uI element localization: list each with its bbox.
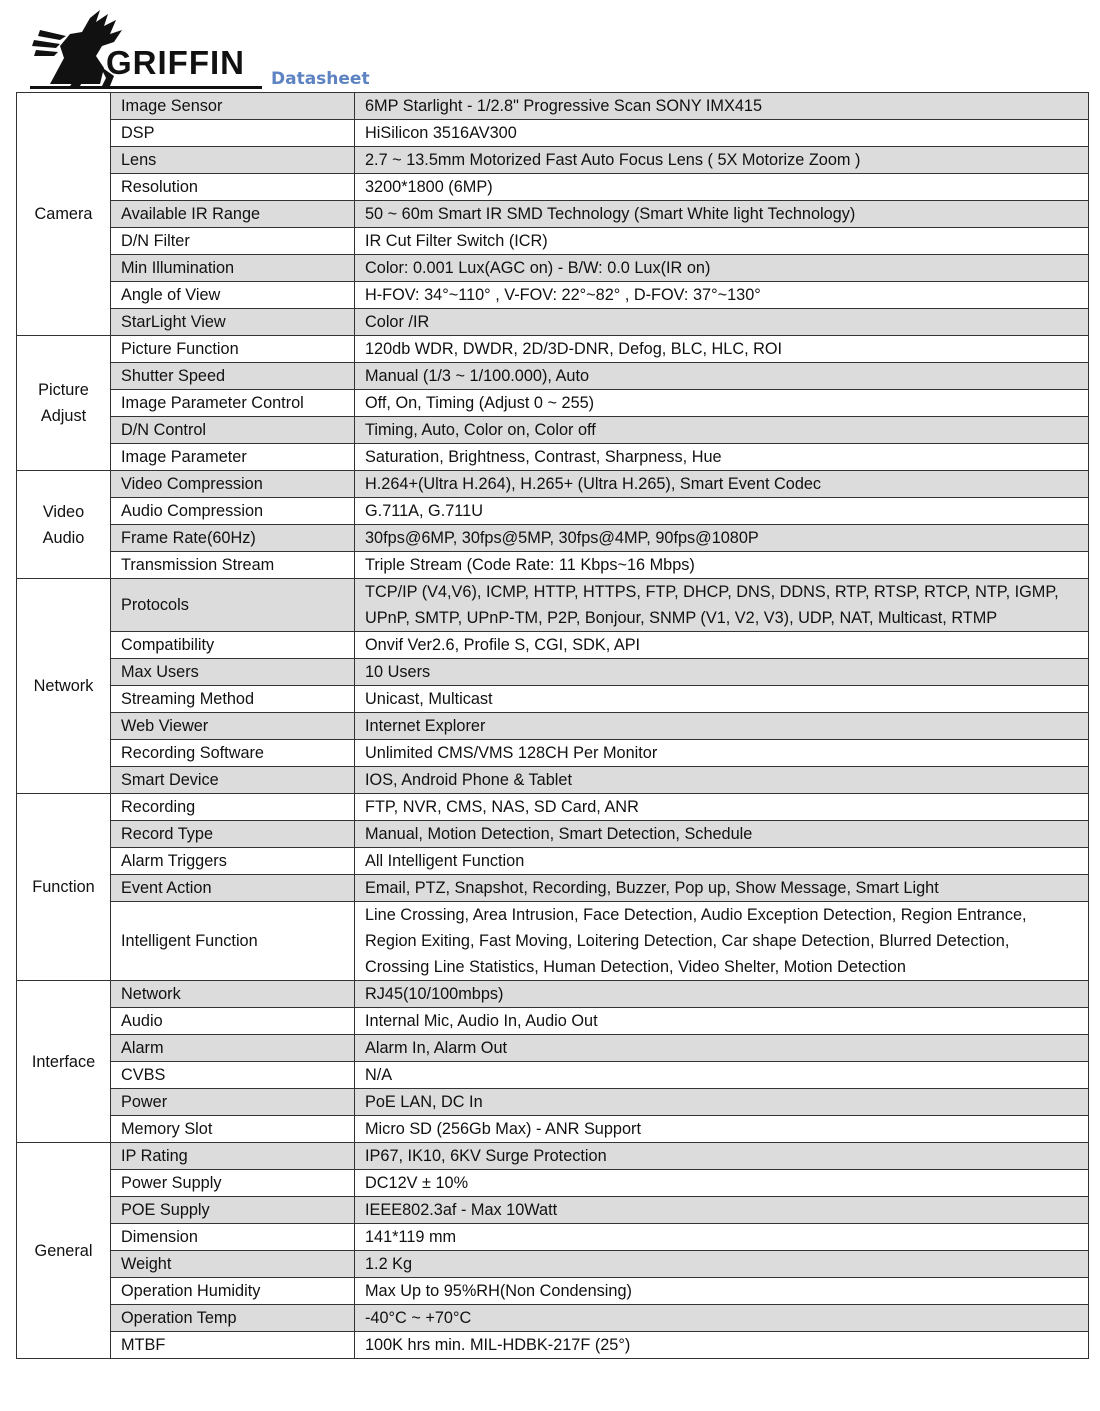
spec-value-line: N/A — [365, 1066, 393, 1084]
spec-value — [355, 1089, 1089, 1116]
spec-value-line: Unicast, Multicast — [365, 690, 493, 708]
table-row — [17, 390, 1089, 417]
spec-label: POE Supply — [111, 1197, 355, 1224]
category-label: Picture — [38, 381, 89, 399]
category-cell — [17, 981, 111, 1143]
table-row — [17, 282, 1089, 309]
spec-label: Image Parameter — [111, 444, 355, 471]
spec-label: Alarm Triggers — [111, 848, 355, 875]
table-row — [17, 767, 1089, 794]
spec-value — [355, 1116, 1089, 1143]
category-cell — [17, 93, 111, 336]
category-label: Function — [32, 878, 95, 896]
spec-value-line: 141*119 mm — [365, 1228, 457, 1246]
spec-label: D/N Control — [111, 417, 355, 444]
table-row — [17, 1251, 1089, 1278]
spec-table — [16, 92, 1089, 1359]
table-row — [17, 1170, 1089, 1197]
spec-value-line: IR Cut Filter Switch (ICR) — [365, 232, 548, 250]
table-row — [17, 309, 1089, 336]
spec-label: DSP — [111, 120, 355, 147]
spec-label: Power Supply — [111, 1170, 355, 1197]
spec-value-line: IEEE802.3af - Max 10Watt — [365, 1201, 558, 1219]
category-label: Interface — [31, 1052, 96, 1071]
table-row — [17, 740, 1089, 767]
spec-label: Record Type — [111, 821, 355, 848]
spec-value — [355, 1251, 1089, 1278]
spec-value — [355, 390, 1089, 417]
category-label: Video — [42, 502, 85, 521]
spec-value — [355, 1035, 1089, 1062]
table-row — [17, 579, 1089, 632]
spec-value — [355, 471, 1089, 498]
spec-value — [355, 444, 1089, 471]
table-row — [17, 981, 1089, 1008]
category-cell — [17, 1143, 111, 1359]
spec-value-line: Timing, Auto, Color on, Color off — [365, 421, 596, 439]
spec-value-line: Manual, Motion Detection, Smart Detection, Schedule — [365, 825, 753, 843]
spec-value-line: 100K hrs min. MIL-HDBK-217F (25°) — [365, 1336, 631, 1354]
spec-value — [355, 417, 1089, 444]
spec-value-line: -40°C ~ +70°C — [365, 1309, 472, 1327]
spec-value — [355, 686, 1089, 713]
table-row — [17, 228, 1089, 255]
spec-value — [355, 525, 1089, 552]
spec-value — [355, 228, 1089, 255]
category-cell — [17, 471, 111, 579]
spec-value-line: 10 Users — [365, 663, 431, 681]
spec-value-line: Crossing Line Statistics, Human Detection, Video Shelter, Motion Detection — [365, 958, 906, 976]
table-row — [17, 875, 1089, 902]
spec-value-line: TCP/IP (V4,V6), ICMP, HTTP, HTTPS, FTP, DHCP, DNS, DDNS, RTP, RTSP, RTCP, NTP, IGMP, — [365, 583, 1059, 601]
spec-value-line: 50 ~ 60m Smart IR SMD Technology (Smart White light Technology) — [365, 205, 856, 223]
spec-value-line: IOS, Android Phone & Tablet — [365, 771, 572, 789]
spec-label: Angle of View — [111, 282, 355, 309]
spec-label: Protocols — [111, 579, 355, 632]
spec-label: Shutter Speed — [111, 363, 355, 390]
spec-value — [355, 902, 1089, 981]
spec-label: Image Sensor — [111, 93, 355, 120]
spec-value-line: Micro SD (256Gb Max) - ANR Support — [365, 1120, 641, 1138]
table-row — [17, 147, 1089, 174]
table-row — [17, 1332, 1089, 1359]
table-row — [17, 444, 1089, 471]
table-row — [17, 1035, 1089, 1062]
category-label: Audio — [42, 528, 85, 547]
spec-label: Power — [111, 1089, 355, 1116]
spec-value — [355, 981, 1089, 1008]
spec-value-line: All Intelligent Function — [365, 852, 525, 870]
spec-value-line: Onvif Ver2.6, Profile S, CGI, SDK, API — [365, 636, 641, 654]
spec-value-line: H.264+(Ultra H.264), H.265+ (Ultra H.265), Smart Event Codec — [365, 475, 822, 493]
table-row — [17, 1197, 1089, 1224]
spec-label: Web Viewer — [111, 713, 355, 740]
spec-value — [355, 848, 1089, 875]
table-row — [17, 552, 1089, 579]
spec-value — [355, 498, 1089, 525]
table-row — [17, 525, 1089, 552]
spec-value — [355, 579, 1089, 632]
spec-label: Smart Device — [111, 767, 355, 794]
spec-value-line: DC12V ± 10% — [365, 1174, 469, 1192]
spec-value-line: Alarm In, Alarm Out — [365, 1039, 508, 1057]
spec-value — [355, 659, 1089, 686]
spec-label: Video Compression — [111, 471, 355, 498]
spec-label: Recording — [111, 794, 355, 821]
category-label: General — [34, 1241, 93, 1260]
spec-label: Lens — [111, 147, 355, 174]
spec-label: D/N Filter — [111, 228, 355, 255]
spec-label: IP Rating — [111, 1143, 355, 1170]
spec-value — [355, 1197, 1089, 1224]
spec-label: CVBS — [111, 1062, 355, 1089]
spec-value-line: Max Up to 95%RH(Non Condensing) — [365, 1282, 632, 1300]
spec-value-line: 120db WDR, DWDR, 2D/3D-DNR, Defog, BLC, HLC, ROI — [365, 340, 783, 358]
spec-value — [355, 1278, 1089, 1305]
table-row — [17, 1062, 1089, 1089]
table-row — [17, 659, 1089, 686]
spec-value-line: Color: 0.001 Lux(AGC on) - B/W: 0.0 Lux(IR on) — [365, 259, 711, 277]
table-row — [17, 417, 1089, 444]
spec-value — [355, 1224, 1089, 1251]
spec-value-line: FTP, NVR, CMS, NAS, SD Card, ANR — [365, 798, 639, 816]
category-cell — [17, 579, 111, 794]
spec-value-line: G.711A, G.711U — [365, 502, 483, 520]
table-row — [17, 1278, 1089, 1305]
spec-label: Picture Function — [111, 336, 355, 363]
spec-value-line: RJ45(10/100mbps) — [365, 985, 504, 1003]
spec-value-line: Manual (1/3 ~ 1/100.000), Auto — [365, 367, 590, 385]
spec-value-line: 1.2 Kg — [365, 1255, 413, 1273]
spec-value — [355, 1170, 1089, 1197]
category-label: Camera — [34, 205, 93, 223]
spec-value — [355, 821, 1089, 848]
spec-label: Frame Rate(60Hz) — [111, 525, 355, 552]
spec-label: Image Parameter Control — [111, 390, 355, 417]
spec-value-line: Line Crossing, Area Intrusion, Face Detection, Audio Exception Detection, Region Entrance, — [365, 906, 1027, 924]
spec-value-line: H-FOV: 34°~110° , V-FOV: 22°~82° , D-FOV: 37°~130° — [365, 286, 761, 304]
category-cell — [17, 794, 111, 981]
spec-label: Min Illumination — [111, 255, 355, 282]
spec-value-line: UPnP, SMTP, UPnP-TM, P2P, Bonjour, SNMP (V1, V2, V3), UDP, NAT, Multicast, RTMP — [365, 609, 998, 627]
spec-label: Event Action — [111, 875, 355, 902]
spec-value-line: Unlimited CMS/VMS 128CH Per Monitor — [365, 744, 658, 762]
table-row — [17, 498, 1089, 525]
table-row — [17, 713, 1089, 740]
table-row — [17, 902, 1089, 981]
spec-value-line: 6MP Starlight - 1/2.8" Progressive Scan SONY IMX415 — [365, 97, 763, 115]
category-label: Adjust — [40, 407, 87, 425]
table-row — [17, 201, 1089, 228]
spec-value — [355, 1332, 1089, 1359]
spec-value — [355, 794, 1089, 821]
spec-value-line: Internal Mic, Audio In, Audio Out — [365, 1012, 598, 1030]
table-row — [17, 255, 1089, 282]
spec-value — [355, 255, 1089, 282]
spec-value-line: Email, PTZ, Snapshot, Recording, Buzzer, Pop up, Show Message, Smart Light — [365, 879, 939, 897]
table-row — [17, 363, 1089, 390]
spec-value — [355, 632, 1089, 659]
spec-value-line: Triple Stream (Code Rate: 11 Kbps~16 Mbps) — [365, 556, 695, 574]
spec-value — [355, 552, 1089, 579]
category-label: Network — [33, 677, 94, 695]
spec-value — [355, 201, 1089, 228]
spec-label: Operation Humidity — [111, 1278, 355, 1305]
spec-value — [355, 174, 1089, 201]
table-row — [17, 632, 1089, 659]
spec-label: Transmission Stream — [111, 552, 355, 579]
table-row — [17, 93, 1089, 120]
table-row — [17, 1008, 1089, 1035]
spec-value — [355, 363, 1089, 390]
page-header — [0, 0, 1100, 92]
spec-value-line: 30fps@6MP, 30fps@5MP, 30fps@4MP, 90fps@1080P — [365, 529, 759, 547]
spec-label: Audio — [111, 1008, 355, 1035]
spec-value — [355, 767, 1089, 794]
spec-label: Recording Software — [111, 740, 355, 767]
table-row — [17, 1305, 1089, 1332]
table-row — [17, 336, 1089, 363]
spec-label: Compatibility — [111, 632, 355, 659]
category-cell — [17, 336, 111, 471]
spec-value — [355, 1143, 1089, 1170]
table-row — [17, 1116, 1089, 1143]
spec-value-line: HiSilicon 3516AV300 — [365, 124, 517, 142]
spec-label: Operation Temp — [111, 1305, 355, 1332]
spec-value-line: 2.7 ~ 13.5mm Motorized Fast Auto Focus Lens ( 5X Motorize Zoom ) — [365, 151, 861, 169]
spec-value — [355, 740, 1089, 767]
table-row — [17, 120, 1089, 147]
spec-label: MTBF — [111, 1332, 355, 1359]
spec-value — [355, 875, 1089, 902]
spec-label: Dimension — [111, 1224, 355, 1251]
spec-value-line: Internet Explorer — [365, 717, 486, 735]
table-row — [17, 174, 1089, 201]
spec-value — [355, 147, 1089, 174]
spec-label: Network — [111, 981, 355, 1008]
spec-value — [355, 713, 1089, 740]
spec-label: Streaming Method — [111, 686, 355, 713]
spec-value-line: Color /IR — [365, 313, 430, 331]
table-row — [17, 1143, 1089, 1170]
spec-label: Resolution — [111, 174, 355, 201]
spec-value — [355, 1305, 1089, 1332]
brand-name: GRIFFIN — [106, 44, 245, 81]
spec-label: StarLight View — [111, 309, 355, 336]
spec-value — [355, 120, 1089, 147]
table-row — [17, 1089, 1089, 1116]
spec-value-line: Region Exiting, Fast Moving, Loitering Detection, Car shape Detection, Blurred Detection, — [365, 932, 1010, 950]
spec-value — [355, 93, 1089, 120]
spec-value-line: PoE LAN, DC In — [365, 1093, 483, 1111]
spec-value-line: Off, On, Timing (Adjust 0 ~ 255) — [365, 394, 595, 412]
spec-label: Max Users — [111, 659, 355, 686]
spec-value-line: Saturation, Brightness, Contrast, Sharpness, Hue — [365, 448, 722, 466]
spec-label: Alarm — [111, 1035, 355, 1062]
table-row — [17, 1224, 1089, 1251]
spec-value — [355, 1062, 1089, 1089]
spec-label: Weight — [111, 1251, 355, 1278]
spec-value — [355, 1008, 1089, 1035]
spec-label: Available IR Range — [111, 201, 355, 228]
spec-label: Audio Compression — [111, 498, 355, 525]
table-row — [17, 686, 1089, 713]
document-subtitle: Datasheet — [271, 69, 370, 89]
spec-label: Memory Slot — [111, 1116, 355, 1143]
spec-value-line: 3200*1800 (6MP) — [365, 178, 493, 196]
table-row — [17, 848, 1089, 875]
spec-value — [355, 336, 1089, 363]
table-row — [17, 471, 1089, 498]
table-row — [17, 794, 1089, 821]
spec-value-line: IP67, IK10, 6KV Surge Protection — [365, 1147, 607, 1165]
spec-label: Intelligent Function — [111, 902, 355, 981]
spec-value — [355, 309, 1089, 336]
table-row — [17, 821, 1089, 848]
spec-value — [355, 282, 1089, 309]
